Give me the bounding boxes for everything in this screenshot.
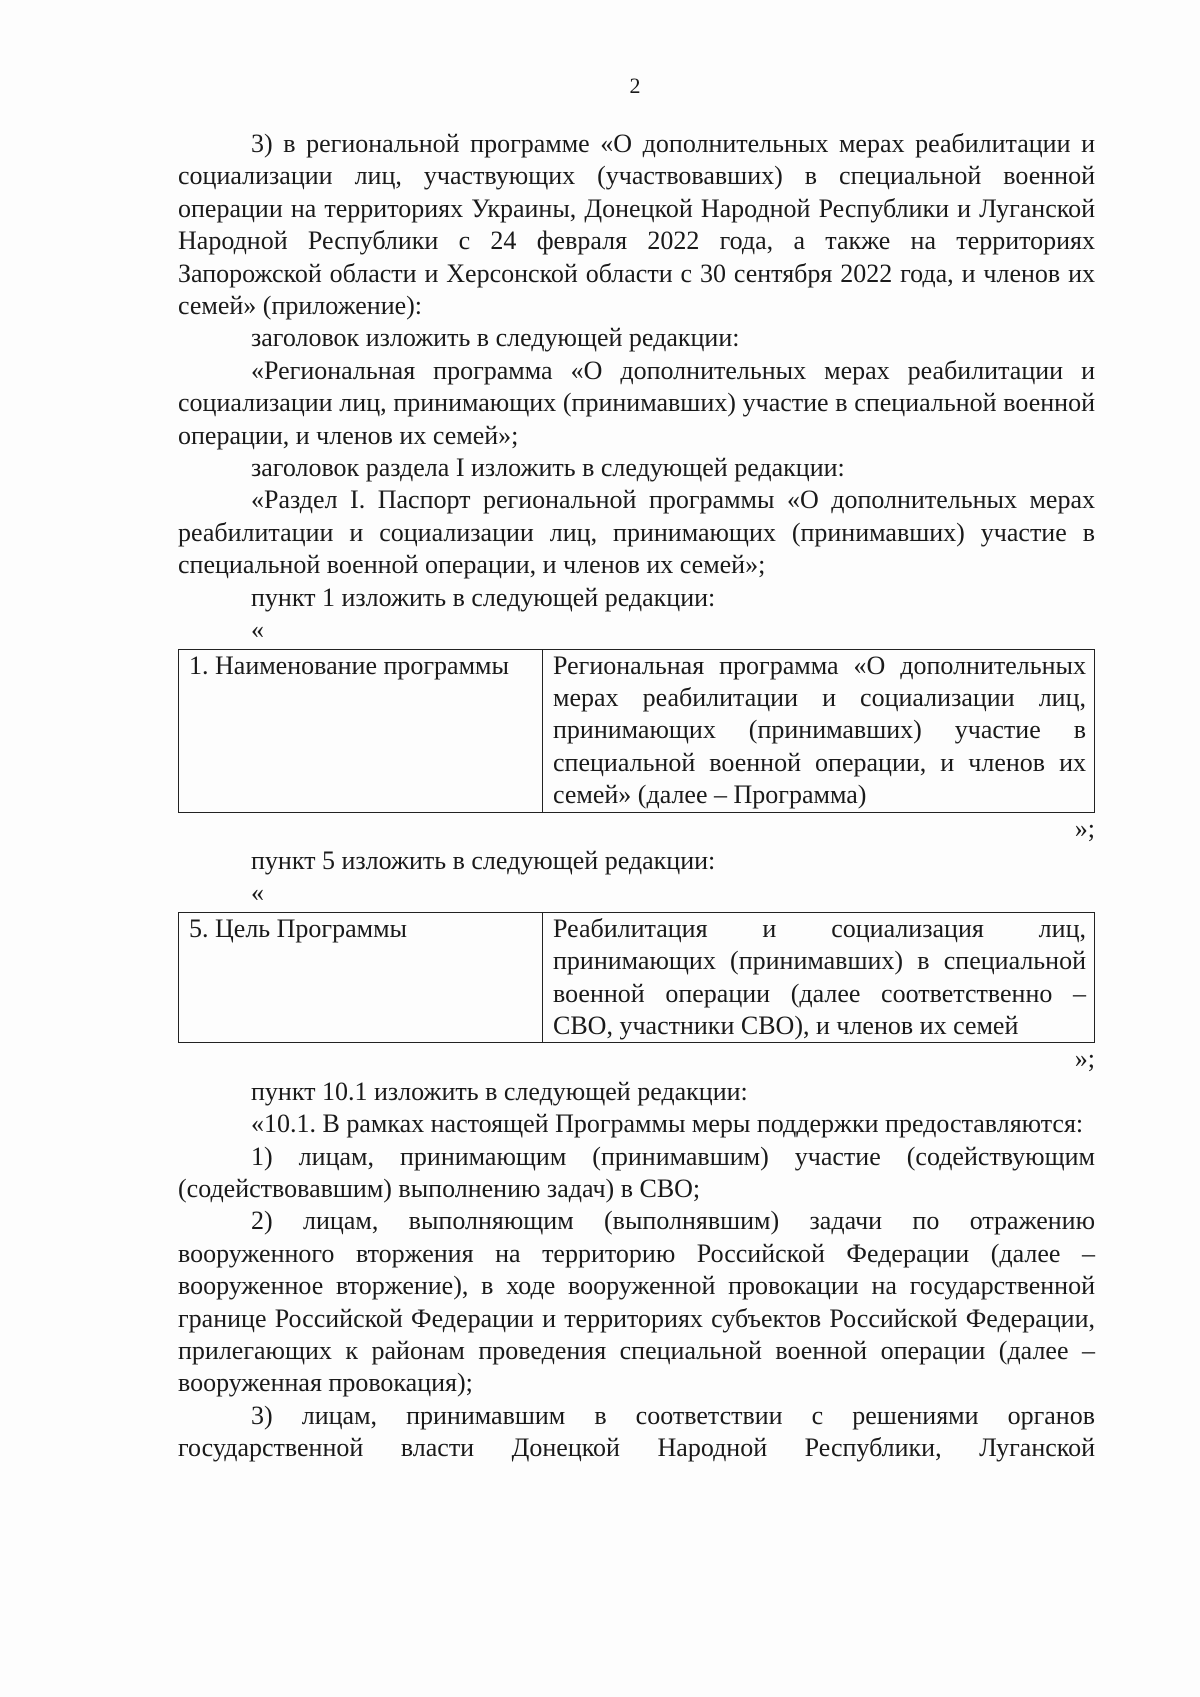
list-item: 1) лицам, принимающим (принимавшим) участие (содействующим (содействовавшим) выполнению задач) в СВО; (178, 1141, 1095, 1203)
page-number: 2 (629, 73, 641, 98)
point-1-close-quote: »; (1074, 813, 1095, 843)
table-row (179, 912, 1095, 1043)
title-instruction: заголовок изложить в следующей редакции: (251, 323, 740, 353)
point-5-value-cell: Реабилитация и социализация лиц, принимающих (принимавших) в специальной военной операции (далее соответственно – СВО, участники СВО), и членов их семей (543, 912, 1095, 1043)
point-5-instruction: пункт 5 изложить в следующей редакции: (251, 845, 716, 875)
document-body (178, 128, 1095, 1465)
list-item: 3) лицам, принимавшим в соответствии с решениями органов государственной власти Донецкой Народной Республики, Луганской (178, 1400, 1095, 1463)
point-1-instruction: пункт 1 изложить в следующей редакции: (251, 582, 716, 612)
point-1-name-cell: 1. Наименование программы (179, 649, 543, 812)
point-1-table (178, 649, 1095, 813)
section-instruction: заголовок раздела I изложить в следующей редакции: (251, 453, 845, 483)
point-10-1-intro: «10.1. В рамках настоящей Программы меры поддержки предоставляются: (251, 1109, 1084, 1139)
new-section-paragraph: «Раздел I. Паспорт региональной программы «О дополнительных мерах реабилитации и социализации лиц, принимающих (принимавших) участие в специальной военной операции, и членов их семей»; (178, 485, 1095, 580)
list-item: 2) лицам, выполняющим (выполнявшим) задачи по отражению вооруженного вторжения на территорию Российской Федерации (далее – вооруженное вторжение), в ходе вооруженной провокации на государственной границе Российской Федерации и территориях субъектов Российской Федерации, прилегающих к районам проведения специальной военной операции (далее – вооруженная провокация); (178, 1206, 1095, 1398)
point-5-table (178, 912, 1095, 1044)
point-1-value-cell: Региональная программа «О дополнительных мерах реабилитации и социализации лиц, принимающих (принимавших) участие в специальной военной операции, и членов их семей» (далее – Программа) (543, 649, 1095, 812)
point-10-1-instruction: пункт 10.1 изложить в следующей редакции: (251, 1076, 748, 1106)
point-5-open-quote: « (251, 878, 264, 908)
new-title-paragraph: «Региональная программа «О дополнительных мерах реабилитации и социализации лиц, принимающих (принимавших) участие в специальной военной операции, и членов их семей»; (178, 355, 1095, 450)
point-5-close-quote: »; (1074, 1044, 1095, 1074)
item-3-paragraph: 3) в региональной программе «О дополнительных мерах реабилитации и социализации лиц, участвующих (участвовавших) в специальной военной операции на территориях Украины, Донецкой Народной Республики и Луганской Народной Республики с 24 февраля 2022 года, а также на территориях Запорожской области и Херсонской области с 30 сентября 2022 года, и членов их семей» (приложение): (178, 129, 1095, 321)
point-5-name-cell: 5. Цель Программы (179, 912, 543, 1043)
point-1-open-quote: « (251, 615, 264, 645)
table-row (179, 649, 1095, 812)
